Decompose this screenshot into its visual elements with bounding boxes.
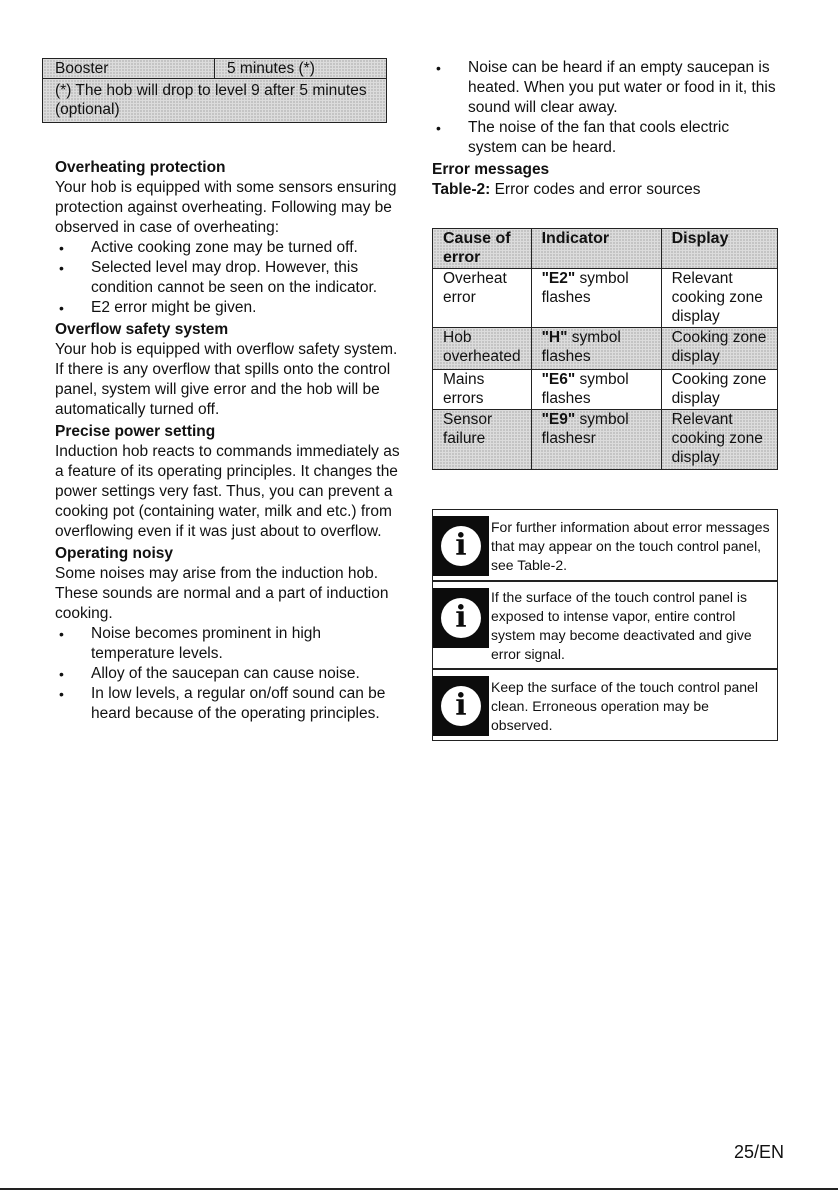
table-row [433,269,778,328]
display-cell: Cooking zone display [661,370,777,410]
table-caption-text: Error codes and error sources [490,181,701,198]
precise-heading: Precise power setting [55,423,216,440]
cause-cell: Hob overheated [433,328,532,370]
error-code: "E9" [541,411,576,428]
table-label: Table-2: [432,181,491,198]
divider [0,1188,838,1190]
error-code: "E2" [541,270,576,287]
table-row [433,410,778,470]
header-indicator: Indicator [531,229,661,269]
overheating-heading: Overheating protection [55,159,226,176]
info-note-text: Keep the surface of the touch control panel clean. Erroneous operation may be observed. [491,679,758,733]
list-item: • In low levels, a regular on/off sound can be heard because of the operating principles. [55,684,407,724]
indicator-text: symbol flashes [541,270,629,306]
display-cell: Relevant cooking zone display [661,410,777,470]
noisy-text: Some noises may arise from the induction hob. These sounds are normal and a part of induction cooking. [55,565,389,622]
list-item: • Selected level may drop. However, this condition cannot be seen on the indicator. [55,258,407,298]
cause-cell: Mains errors [433,370,532,410]
indicator-text: symbol flashes [541,371,629,407]
info-notes-box [432,509,778,741]
noise-list [432,58,778,158]
info-note [433,670,777,740]
precise-text: Induction hob reacts to commands immediately as a feature of its operating principles. It changes the power settings very fast. Thus, you can prevent a cooking pot (containing water, milk and etc.) from overflowing even if it was just about to overflow. [55,443,400,540]
table-cell: 5 minutes (*) [215,59,387,79]
list-item: • E2 error might be given. [55,298,407,318]
error-code: "H" [541,329,568,346]
indicator-cell [531,410,661,470]
indicator-text: symbol flashes [541,329,621,365]
booster-table [42,58,387,123]
list-item: • Noise can be heard if an empty saucepan is heated. When you put water or food in it, this sound will clear away. [432,58,778,118]
page-number: 25/EN [733,1142,784,1162]
display-cell: Relevant cooking zone display [661,269,777,328]
info-note [433,582,777,668]
info-note-text: If the surface of the touch control panel is exposed to intense vapor, entire control system may become deactivated and give error signal. [491,589,752,662]
info-icon: i [433,676,489,736]
cause-cell: Sensor failure [433,410,532,470]
info-note-text: For further information about error messages that may appear on the touch control panel, see Table-2. [491,519,770,573]
table-cell: Booster [43,59,215,79]
noisy-list [55,624,407,724]
overflow-text: Your hob is equipped with overflow safety system. If there is any overflow that spills onto the control panel, system will give error and the hob will be automatically turned off. [55,341,398,418]
booster-note: (*) The hob will drop to level 9 after 5 minutes (optional) [43,79,387,123]
table-header-row [433,229,778,269]
left-column [55,156,407,724]
list-item: • Noise becomes prominent in high temperature levels. [55,624,407,664]
cause-cell: Overheat error [433,269,532,328]
noisy-heading: Operating noisy [55,545,173,562]
info-icon: i [433,516,489,576]
error-heading: Error messages [432,161,550,178]
overflow-heading: Overflow safety system [55,321,229,338]
info-note [433,510,777,580]
display-cell: Cooking zone display [661,328,777,370]
header-display: Display [661,229,777,269]
table-row [433,370,778,410]
list-item: • Active cooking zone may be turned off. [55,238,407,258]
overheating-list [55,238,407,318]
table-caption [432,180,778,200]
table-row [43,79,387,123]
table-row [43,59,387,79]
indicator-cell [531,370,661,410]
overheating-text: Your hob is equipped with some sensors ensuring protection against overheating. Following may be observed in case of overheating: [55,179,397,236]
header-cause: Cause of error [433,229,532,269]
list-item: • The noise of the fan that cools electric system can be heard. [432,118,778,158]
indicator-cell [531,269,661,328]
info-icon: i [433,588,489,648]
list-item: • Alloy of the saucepan can cause noise. [55,664,407,684]
right-column [432,58,778,470]
error-table [432,228,778,470]
error-code: "E6" [541,371,576,388]
indicator-text: symbol flashesr [541,411,629,447]
table-row [433,328,778,370]
indicator-cell [531,328,661,370]
